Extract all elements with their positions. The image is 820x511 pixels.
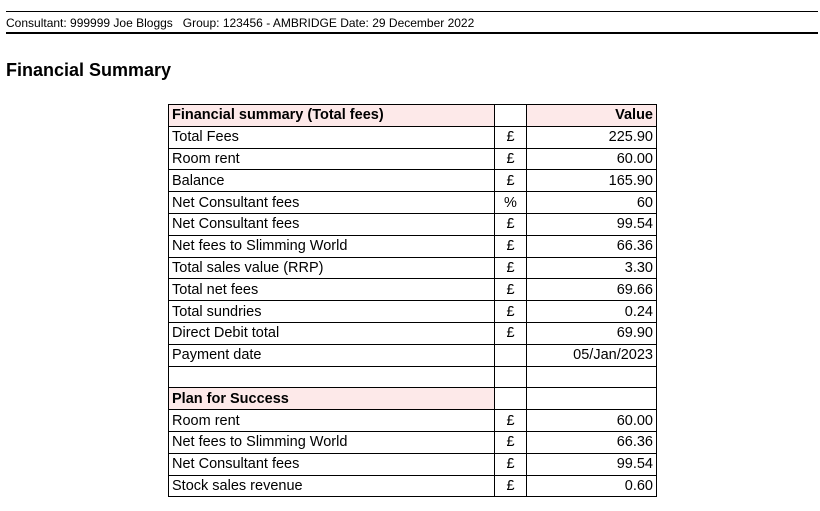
plan-heading-row <box>169 388 657 410</box>
row-unit: £ <box>495 475 527 497</box>
row-unit: £ <box>495 126 527 148</box>
table-row <box>169 148 657 170</box>
row-label: Direct Debit total <box>169 322 495 344</box>
row-label: Net Consultant fees <box>169 192 495 214</box>
spacer-cell <box>169 366 495 388</box>
row-value: 99.54 <box>527 453 657 475</box>
table-row <box>169 475 657 497</box>
row-label: Total sundries <box>169 301 495 323</box>
row-label: Total net fees <box>169 279 495 301</box>
row-unit: £ <box>495 301 527 323</box>
summary-heading-value: Value <box>527 105 657 127</box>
table-row <box>169 257 657 279</box>
table-row <box>169 322 657 344</box>
plan-heading-label: Plan for Success <box>169 388 495 410</box>
row-unit: £ <box>495 257 527 279</box>
row-value: 05/Jan/2023 <box>527 344 657 366</box>
row-unit: £ <box>495 410 527 432</box>
row-value: 66.36 <box>527 431 657 453</box>
table-row <box>169 126 657 148</box>
row-label: Room rent <box>169 410 495 432</box>
row-value: 0.24 <box>527 301 657 323</box>
row-value: 60.00 <box>527 148 657 170</box>
row-label: Net Consultant fees <box>169 213 495 235</box>
row-unit: £ <box>495 279 527 301</box>
consultant-info: Consultant: 999999 Joe Bloggs <box>6 16 173 30</box>
row-label: Room rent <box>169 148 495 170</box>
row-value: 225.90 <box>527 126 657 148</box>
table-row <box>169 344 657 366</box>
row-unit: £ <box>495 170 527 192</box>
row-unit: £ <box>495 148 527 170</box>
row-value: 0.60 <box>527 475 657 497</box>
plan-heading-value <box>527 388 657 410</box>
row-value: 60.00 <box>527 410 657 432</box>
row-unit <box>495 344 527 366</box>
table-row <box>169 410 657 432</box>
table-row <box>169 301 657 323</box>
row-unit: £ <box>495 322 527 344</box>
row-label: Payment date <box>169 344 495 366</box>
row-unit: % <box>495 192 527 214</box>
table-row <box>169 192 657 214</box>
row-unit: £ <box>495 431 527 453</box>
row-value: 60 <box>527 192 657 214</box>
table-row <box>169 213 657 235</box>
row-label: Total sales value (RRP) <box>169 257 495 279</box>
row-label: Total Fees <box>169 126 495 148</box>
row-value: 99.54 <box>527 213 657 235</box>
table-row <box>169 170 657 192</box>
row-label: Net Consultant fees <box>169 453 495 475</box>
table-row <box>169 235 657 257</box>
group-date-info: Group: 123456 - AMBRIDGE Date: 29 December 2022 <box>182 16 475 30</box>
row-value: 69.90 <box>527 322 657 344</box>
table-row <box>169 453 657 475</box>
row-value: 3.30 <box>527 257 657 279</box>
row-unit: £ <box>495 453 527 475</box>
row-label: Balance <box>169 170 495 192</box>
spacer-row <box>169 366 657 388</box>
row-label: Net fees to Slimming World <box>169 431 495 453</box>
summary-heading-label: Financial summary (Total fees) <box>169 105 495 127</box>
row-unit: £ <box>495 213 527 235</box>
row-label: Net fees to Slimming World <box>169 235 495 257</box>
table-row <box>169 431 657 453</box>
row-value: 66.36 <box>527 235 657 257</box>
summary-heading-unit <box>495 105 527 127</box>
row-label: Stock sales revenue <box>169 475 495 497</box>
row-unit: £ <box>495 235 527 257</box>
spacer-cell <box>495 366 527 388</box>
plan-heading-unit <box>495 388 527 410</box>
summary-heading-row <box>169 105 657 127</box>
page-title: Financial Summary <box>6 60 172 80</box>
row-value: 165.90 <box>527 170 657 192</box>
row-value: 69.66 <box>527 279 657 301</box>
table-row <box>169 279 657 301</box>
report-header <box>6 11 818 34</box>
spacer-cell <box>527 366 657 388</box>
financial-summary-table <box>168 104 657 497</box>
